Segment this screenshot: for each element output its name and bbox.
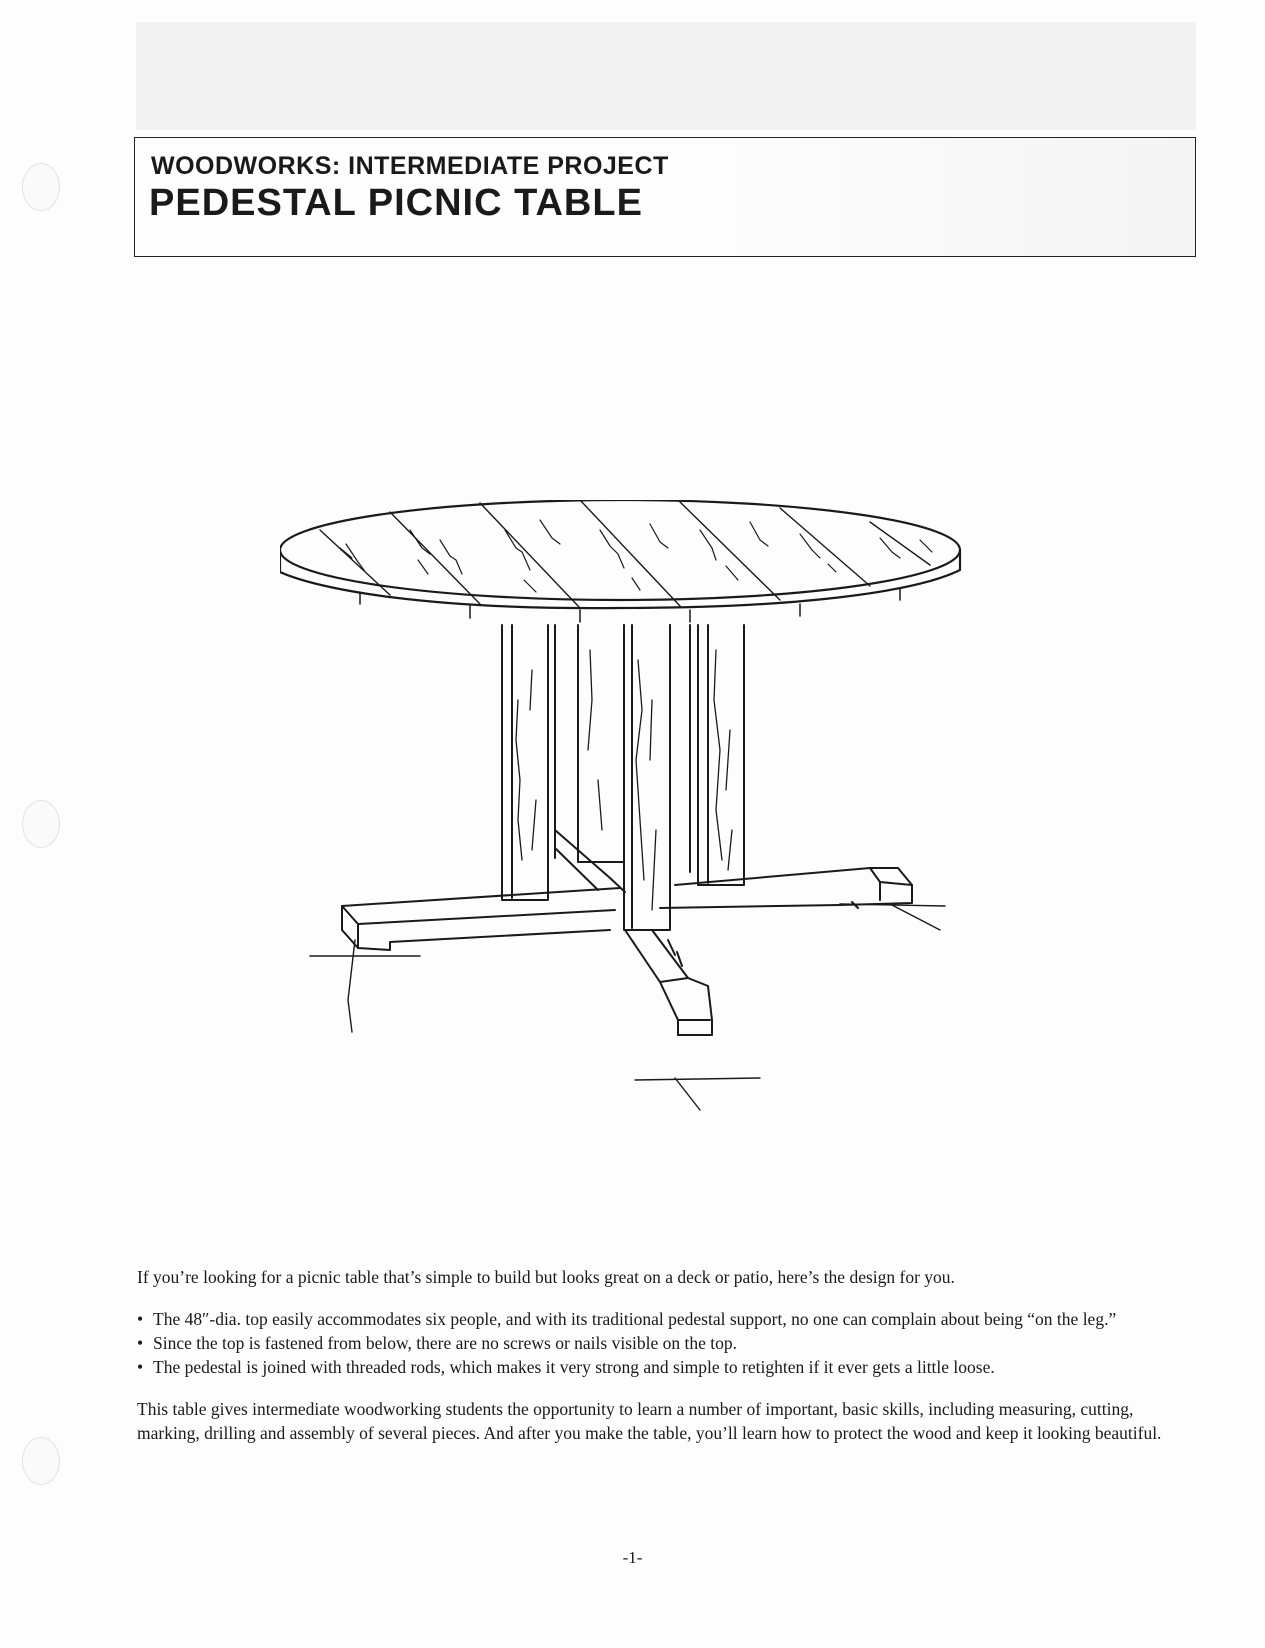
pedestal-table-drawing xyxy=(280,500,1040,1130)
list-item xyxy=(137,1307,1197,1331)
intro-paragraph: If you’re looking for a picnic table that’s simple to build but looks great on a deck or patio, here’s the design for you. xyxy=(137,1267,955,1287)
page-number: -1- xyxy=(622,1548,643,1567)
bullet-icon: • xyxy=(137,1357,144,1377)
punch-hole-top xyxy=(22,163,60,211)
project-kicker: WOODWORKS: INTERMEDIATE PROJECT xyxy=(151,152,669,180)
round-table-top xyxy=(280,500,960,622)
left-foot-rail xyxy=(342,888,620,950)
bullet-icon: • xyxy=(137,1333,144,1353)
feature-list xyxy=(137,1307,1197,1379)
pedestal-posts xyxy=(502,625,744,930)
list-item-text: Since the top is fastened from below, there are no screws or nails visible on the top. xyxy=(153,1333,737,1353)
front-foot-rail xyxy=(625,930,712,1035)
page-title: PEDESTAL PICNIC TABLE xyxy=(149,182,643,224)
list-item-text: The pedestal is joined with threaded rods, which makes it very strong and simple to retighten if it ever gets a little loose. xyxy=(153,1357,995,1377)
punch-hole-middle xyxy=(22,800,60,848)
title-box xyxy=(134,137,1196,257)
top-shaded-band xyxy=(136,22,1196,130)
list-item-text: The 48″-dia. top easily accommodates six people, and with its traditional pedestal support, no one can complain about being “on the leg.” xyxy=(153,1309,1117,1329)
list-item xyxy=(137,1331,1197,1355)
list-item xyxy=(137,1355,1197,1379)
description-text xyxy=(137,1265,1197,1445)
bullet-icon: • xyxy=(137,1309,144,1329)
punch-hole-bottom xyxy=(22,1437,60,1485)
closing-paragraph: This table gives intermediate woodworking students the opportunity to learn a number of important, basic skills, including measuring, cutting, marking, drilling and assembly of several pieces. And after you make the table, you’ll learn how to protect the wood and keep it looking beautiful. xyxy=(137,1399,1162,1443)
